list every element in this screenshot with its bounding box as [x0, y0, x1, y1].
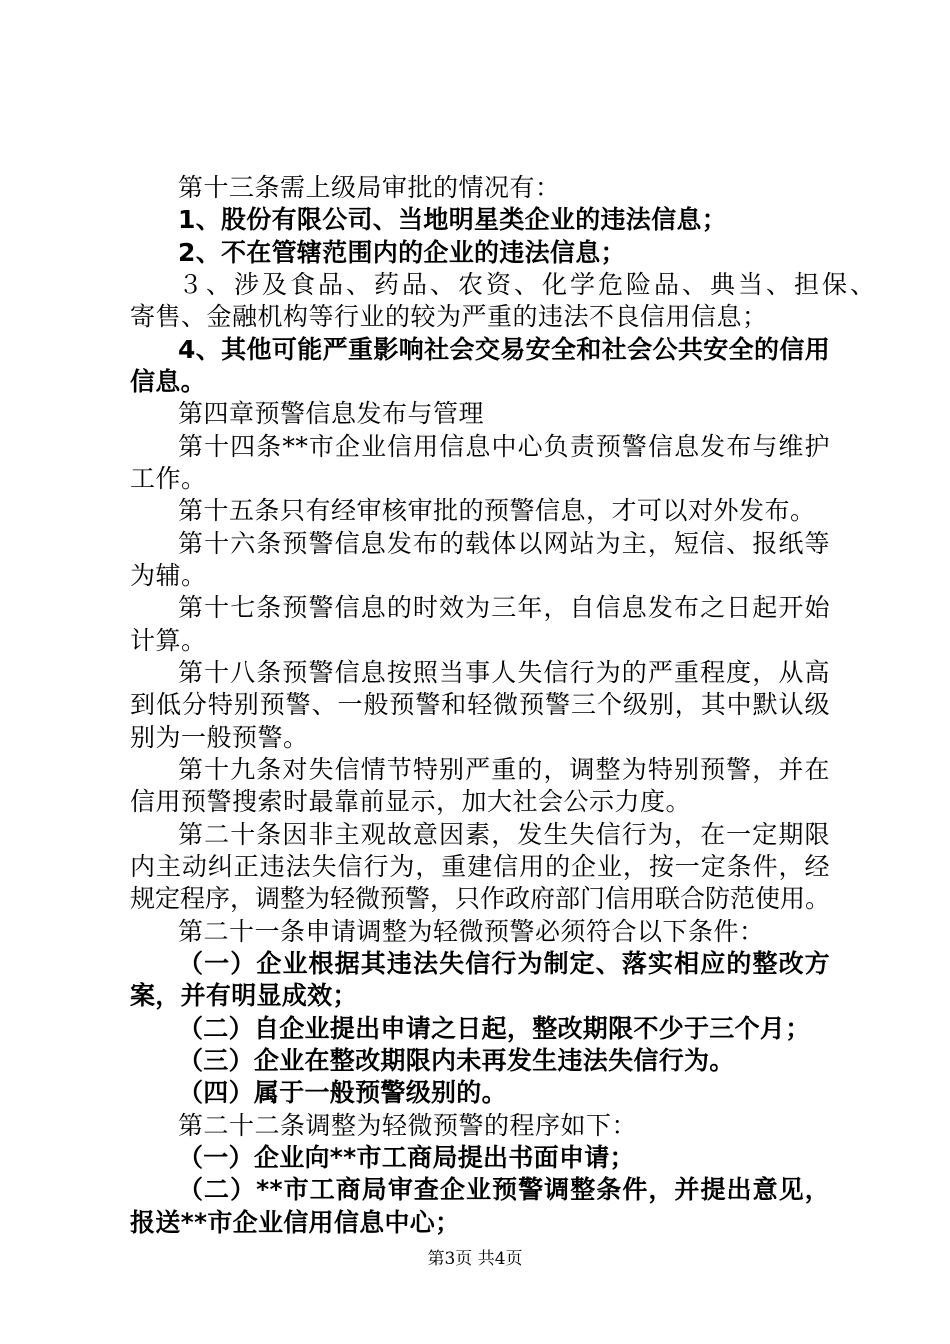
text-line: 工作。 [130, 464, 207, 493]
text-line: ３、涉及食品、药品、农资、化学危险品、典当、担保、 [178, 270, 879, 299]
text-line: 信息。 [130, 367, 206, 396]
text-line: 第二十二条调整为轻微预警的程序如下： [178, 1111, 638, 1140]
text-line: （三）企业在整改期限内未再发生违法失信行为。 [178, 1046, 735, 1075]
text-line: 第十三条需上级局审批的情况有： [178, 173, 561, 202]
text-line: 第二十条因非主观故意因素，发生失信行为，在一定期限 [178, 820, 830, 849]
text-line: 规定程序，调整为轻微预警，只作政府部门信用联合防范使用。 [130, 884, 831, 913]
text-line: 2、不在管辖范围内的企业的违法信息； [178, 238, 626, 267]
text-line: 第十五条只有经审核审批的预警信息，才可以对外发布。 [178, 496, 816, 525]
text-line: 第二十一条申请调整为轻微预警必须符合以下条件： [178, 917, 765, 946]
text-line: 计算。 [130, 626, 207, 655]
text-line: 第十八条预警信息按照当事人失信行为的严重程度，从高 [178, 658, 830, 687]
text-line: 案，并有明显成效； [130, 981, 358, 1010]
text-line: （四）属于一般预警级别的。 [178, 1078, 507, 1107]
text-line: 1、股份有限公司、当地明星类企业的违法信息； [178, 205, 727, 234]
text-line: （一）企业根据其违法失信行为制定、落实相应的整改方 [178, 949, 830, 978]
text-line: 4、其他可能严重影响社会交易安全和社会公共安全的信用 [178, 335, 830, 364]
text-line: 第十七条预警信息的时效为三年，自信息发布之日起开始 [178, 593, 830, 622]
text-line: （二）自企业提出申请之日起，整改期限不少于三个月； [178, 1014, 811, 1043]
text-line: 第十九条对失信情节特别严重的，调整为特别预警，并在 [178, 755, 830, 784]
text-line: 别为一般预警。 [130, 723, 309, 752]
text-line: 报送**市企业信用信息中心； [130, 1208, 461, 1237]
page-number-footer: 第3页 共4页 [427, 1249, 523, 1269]
text-line: （二）**市工商局审查企业预警调整条件，并提出意见， [178, 1175, 830, 1204]
text-line: 寄售、金融机构等行业的较为严重的违法不良信用信息； [130, 302, 768, 331]
text-line: 内主动纠正违法失信行为，重建信用的企业，按一定条件，经 [130, 852, 830, 881]
text-line: 第十六条预警信息发布的载体以网站为主，短信、报纸等 [178, 529, 830, 558]
section-heading: 第四章预警信息发布与管理 [178, 399, 485, 428]
text-line: 第十四条**市企业信用信息中心负责预警信息发布与维护 [178, 432, 830, 461]
text-line: （一）企业向**市工商局提出书面申请； [178, 1143, 635, 1172]
text-line: 为辅。 [130, 561, 207, 590]
text-line: 信用预警搜索时最靠前显示，加大社会公示力度。 [130, 787, 692, 816]
text-line: 到低分特别预警、一般预警和轻微预警三个级别，其中默认级 [130, 690, 830, 719]
